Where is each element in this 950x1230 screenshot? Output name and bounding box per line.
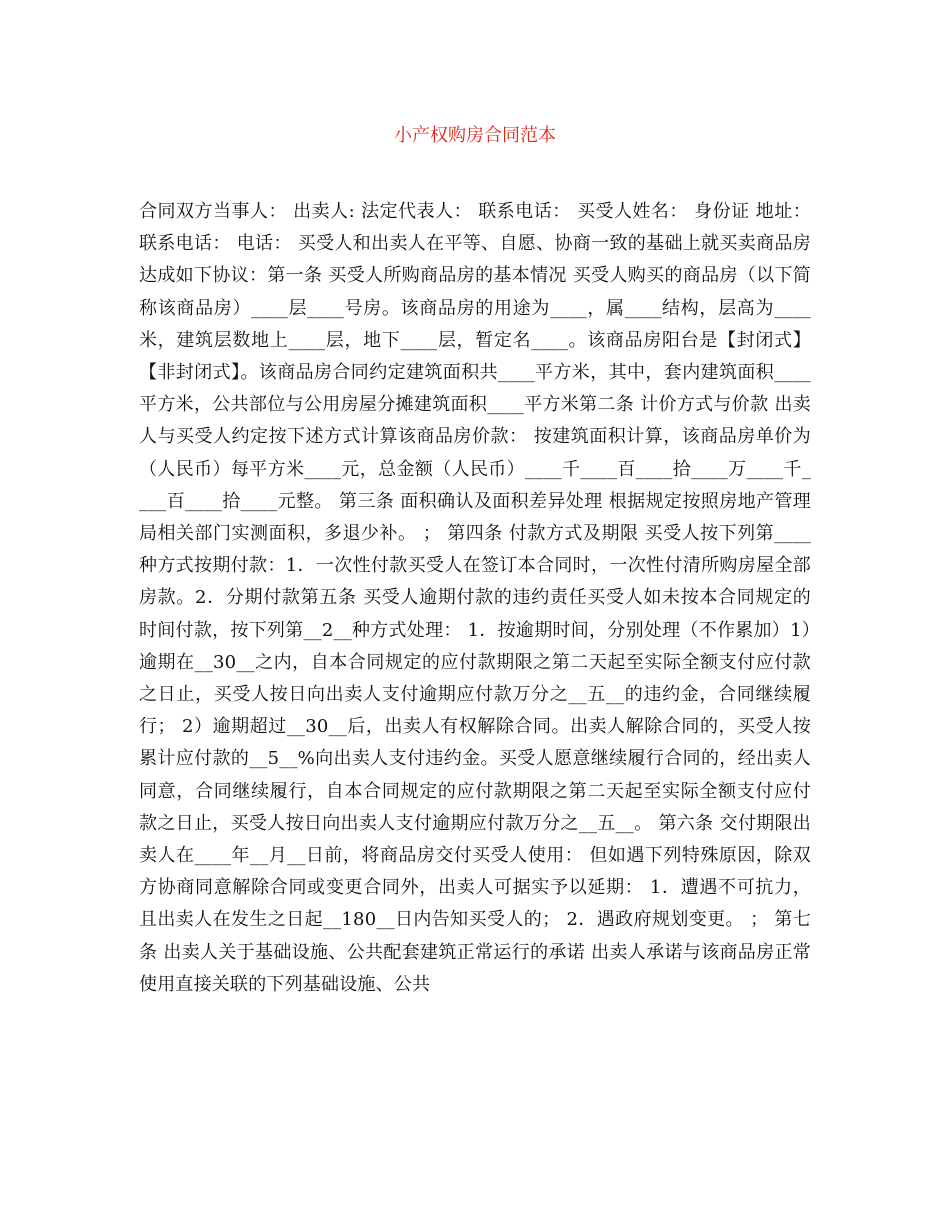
document-title: 小产权购房合同范本: [394, 125, 556, 146]
contract-body-text: 合同双方当事人： 出卖人: 法定代表人： 联系电话： 买受人姓名： 身份证 地址： 联系电话： 电话： 买受人和出卖人在平等、自愿、协商一致的基础上就买卖商品房达成如下协议：第一条 买受人所购商品房的基本情况 买受人购买的商品房（以下简称该商品房）____层____号房。该商品房的用途为____，属____结构，层高为____米，建筑层数地上____层，地下____层，暂定名____。该商品房阳台是【封闭式】【非封闭式】。该商品房合同约定建筑面积共____平方米，其中，套内建筑面积____平方米，公共部位与公用房屋分摊建筑面积____平方米第二条 计价方式与价款 出卖人与买受人约定按下述方式计算该商品房价款： 按建筑面积计算，该商品房单价为（人民币）每平方米____元，总金额（人民币）____千____百____拾____万____千____百____拾____元整。 第三条 面积确认及面积差异处理 根据规定按照房地产管理局相关部门实测面积，多退少补。 ； 第四条 付款方式及期限 买受人按下列第____种方式按期付款：1．一次性付款买受人在签订本合同时，一次性付清所购房屋全部房款。2．分期付款第五条 买受人逾期付款的违约责任买受人如未按本合同规定的时间付款，按下列第__2__种方式处理： 1．按逾期时间，分别处理（不作累加）1）逾期在__30__之内，自本合同规定的应付款期限之第二天起至实际全额支付应付款之日止，买受人按日向出卖人支付逾期应付款万分之__五__的违约金，合同继续履行； 2）逾期超过__30__后，出卖人有权解除合同。出卖人解除合同的，买受人按累计应付款的__5__%向出卖人支付违约金。买受人愿意继续履行合同的，经出卖人同意，合同继续履行，自本合同规定的应付款期限之第二天起至实际全额支付应付款之日止，买受人按日向出卖人支付逾期应付款万分之__五__。 第六条 交付期限出卖人在____年__月__日前，将商品房交付买受人使用： 但如遇下列特殊原因，除双方协商同意解除合同或变更合同外，出卖人可据实予以延期： 1．遭遇不可抗力，且出卖人在发生之日起__180__日内告知买受人的； 2．遇政府规划变更。 ； 第七条 出卖人关于基础设施、公共配套建筑正常运行的承诺 出卖人承诺与该商品房正常使用直接关联的下列基础设施、公共: [139, 201, 811, 995]
